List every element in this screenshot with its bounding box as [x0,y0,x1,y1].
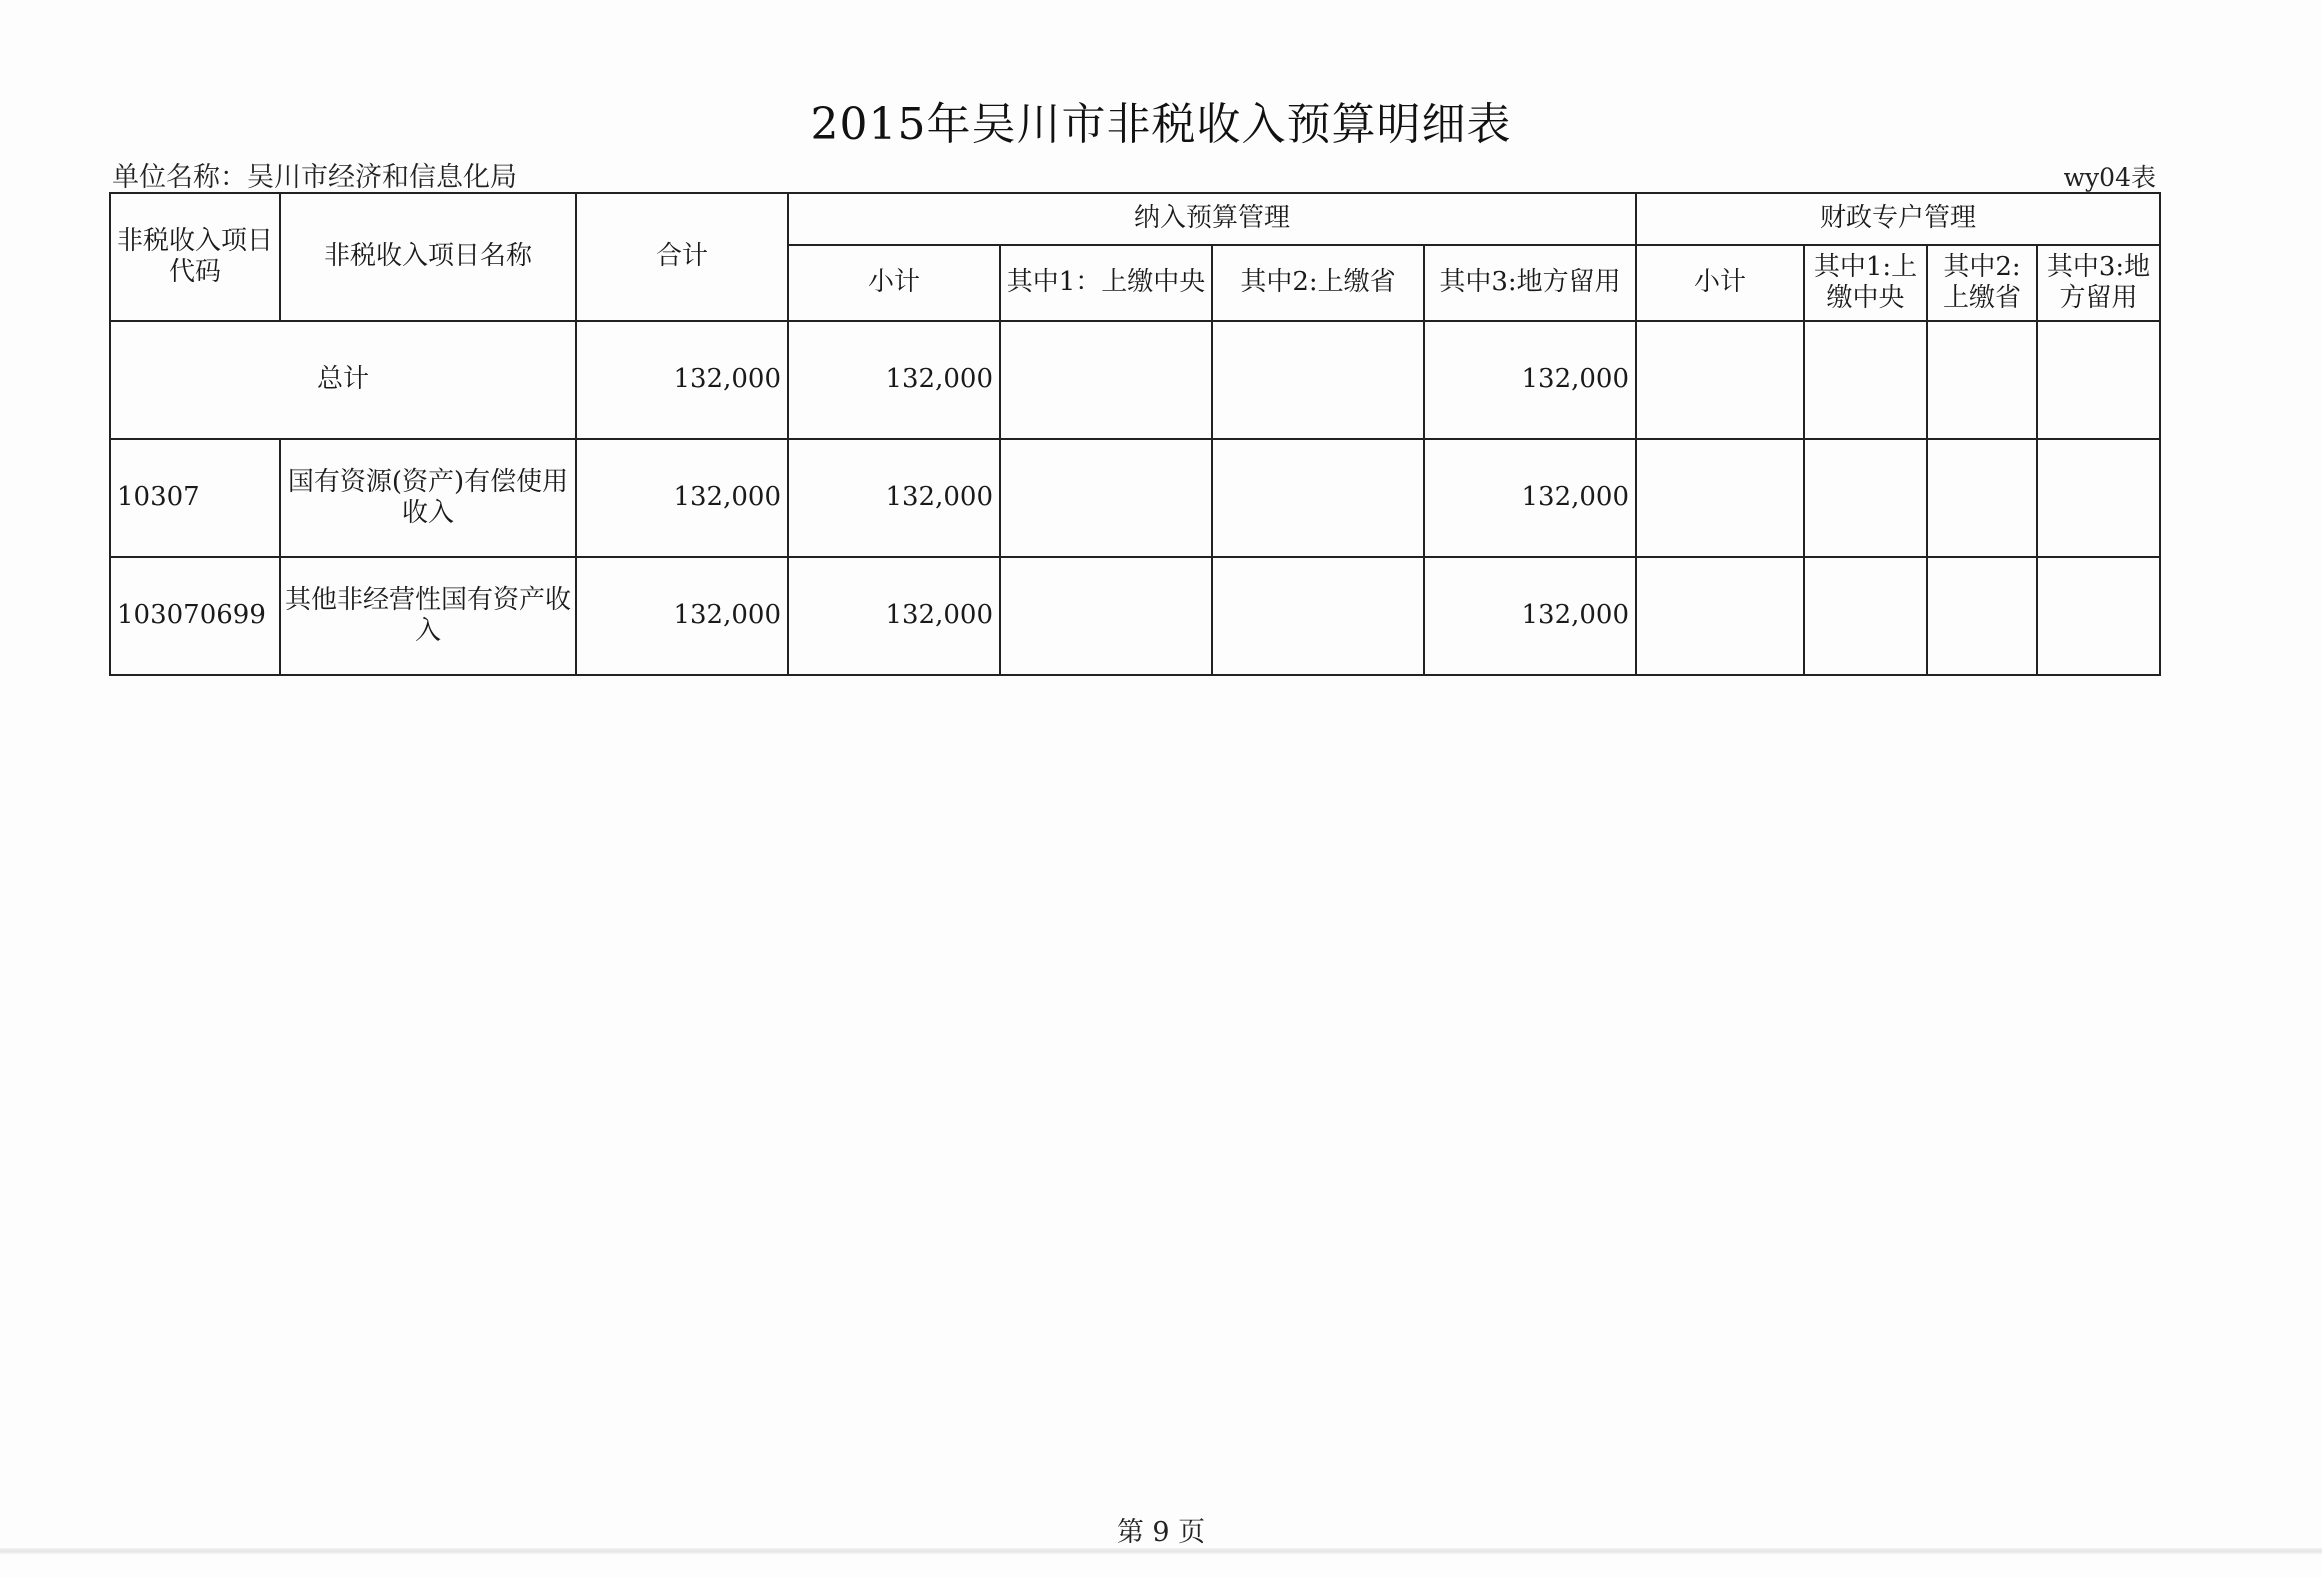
row-total: 132,000 [576,439,788,557]
summary-budget-local: 132,000 [1424,321,1636,439]
header-special-local: 其中3:地方留用 [2037,245,2160,321]
row-special-central [1804,439,1927,557]
summary-special-subtotal [1636,321,1804,439]
row-special-subtotal [1636,439,1804,557]
form-number: wy04表 [2063,163,2156,192]
row-special-local [2037,557,2160,675]
row-budget-subtotal: 132,000 [788,439,1000,557]
header-budget-local: 其中3:地方留用 [1424,245,1636,321]
table-row [110,557,2160,675]
row-budget-local: 132,000 [1424,557,1636,675]
unit-name: 单位名称：吴川市经济和信息化局 [112,162,517,193]
header-budget-province: 其中2:上缴省 [1212,245,1424,321]
summary-budget-province [1212,321,1424,439]
summary-total: 132,000 [576,321,788,439]
row-special-local [2037,439,2160,557]
row-special-province [1927,439,2037,557]
summary-special-local [2037,321,2160,439]
row-name: 其他非经营性国有资产收入 [280,557,576,675]
header-special-central: 其中1:上缴中央 [1804,245,1927,321]
row-special-central [1804,557,1927,675]
row-special-subtotal [1636,557,1804,675]
budget-detail-table [109,192,2161,676]
summary-special-province [1927,321,2037,439]
header-name: 非税收入项日名称 [280,193,576,321]
header-total: 合计 [576,193,788,321]
header-special-province: 其中2:上缴省 [1927,245,2037,321]
summary-label: 总计 [110,321,576,439]
page-title: 2015年吴川市非税收入预算明细表 [810,99,1512,150]
header-code: 非税收入项日代码 [110,193,280,321]
row-budget-central [1000,439,1212,557]
header-budget-central: 其中1：上缴中央 [1000,245,1212,321]
row-budget-subtotal: 132,000 [788,557,1000,675]
header-budget-group: 纳入预算管理 [788,193,1636,245]
row-special-province [1927,557,2037,675]
row-budget-central [1000,557,1212,675]
summary-budget-subtotal: 132,000 [788,321,1000,439]
row-budget-province [1212,439,1424,557]
page-number: 第 9 页 [1116,1517,1206,1548]
scan-edge-line [0,1548,2322,1554]
summary-row [110,321,2160,439]
header-special-subtotal: 小计 [1636,245,1804,321]
row-code: 103070699 [110,557,280,675]
row-code: 10307 [110,439,280,557]
header-row-groups [110,193,2160,245]
header-budget-subtotal: 小计 [788,245,1000,321]
row-total: 132,000 [576,557,788,675]
header-special-group: 财政专户管理 [1636,193,2160,245]
row-budget-local: 132,000 [1424,439,1636,557]
row-budget-province [1212,557,1424,675]
row-name: 国有资源(资产)有偿使用收入 [280,439,576,557]
table-row [110,439,2160,557]
summary-budget-central [1000,321,1212,439]
summary-special-central [1804,321,1927,439]
